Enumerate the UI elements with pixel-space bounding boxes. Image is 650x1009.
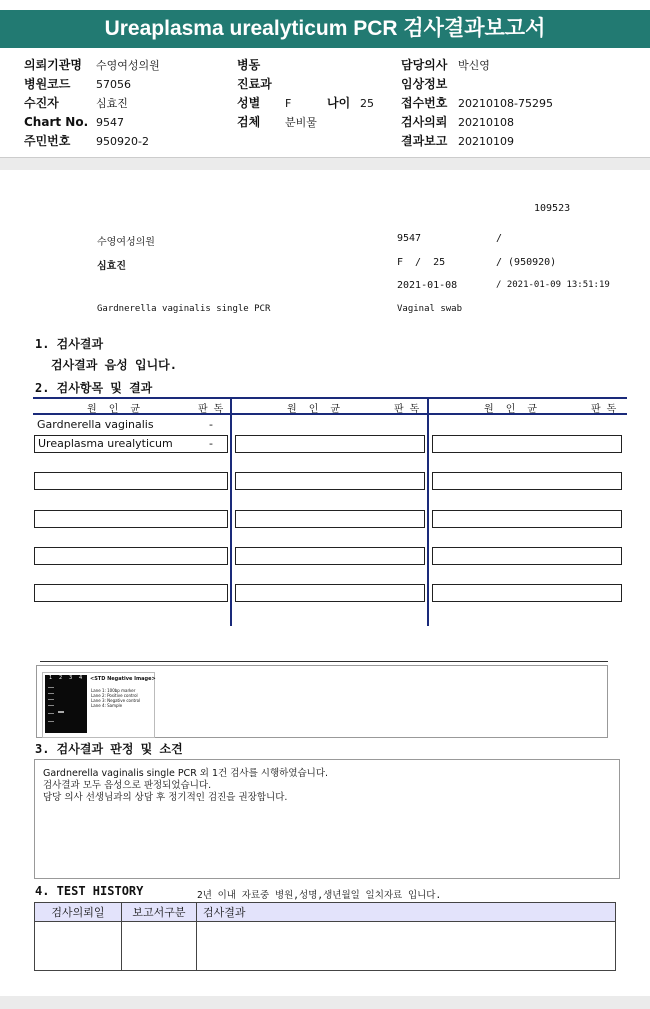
age-value: 25 <box>360 97 374 110</box>
gel-caption-line: Lane 3: Negative control <box>91 698 141 703</box>
empty-cell <box>34 547 228 565</box>
header-row: 의뢰기관명 수영여성의원 <box>24 58 160 72</box>
header-col3 <box>401 56 553 151</box>
gel-top-rule <box>40 661 608 662</box>
col-header-result: 판 독 <box>394 404 420 415</box>
report-chart: 9547 <box>397 233 422 244</box>
gel-caption-title: <STD Negative Image> <box>90 676 156 682</box>
report-id: 109523 <box>534 203 571 214</box>
header-row: 검체 분비물 <box>237 115 317 129</box>
report-title: Ureaplasma urealyticum PCR 검사결과보고서 <box>0 10 650 48</box>
empty-cell <box>432 472 622 490</box>
opinion-line: Gardnerella vaginalis single PCR 외 1건 검사를 시행하였습니다. <box>43 768 329 779</box>
opinion-line: 검사결과 모두 음성으로 판정되었습니다. <box>43 780 212 791</box>
report-clinic: 수영여성의원 <box>97 237 155 248</box>
report-sex-age: F / 25 <box>397 257 446 268</box>
opinion-box <box>34 759 620 879</box>
marker-band <box>48 721 54 722</box>
history-header-row <box>35 903 616 922</box>
gel-caption-line: Lane 1: 100bp marker <box>91 688 136 693</box>
header-row: 병동 <box>237 58 261 72</box>
header-row: 병원코드 57056 <box>24 77 131 91</box>
gel-caption-line: Lane 4: Sample <box>91 703 123 708</box>
report-patient: 심효진 <box>97 261 126 272</box>
history-col-header: 검사의뢰일 <box>35 903 122 922</box>
result-organism: Gardnerella vaginalis <box>37 418 154 431</box>
history-cell <box>122 922 197 971</box>
empty-cell <box>235 547 425 565</box>
section1-text: 검사결과 음성 입니다. <box>51 358 178 372</box>
history-col-header: 보고서구분 <box>122 903 197 922</box>
header-row: 성별 F 나이 25 <box>237 94 374 113</box>
age-label: 나이 <box>327 96 351 110</box>
history-table <box>34 902 616 971</box>
section4-heading: 4. TEST HISTORY <box>35 884 144 898</box>
history-row <box>35 922 616 971</box>
empty-cell <box>34 510 228 528</box>
report-datetime: / 2021-01-09 13:51:19 <box>496 280 610 290</box>
empty-cell <box>34 472 228 490</box>
gel-lanes <box>45 675 87 733</box>
bottom-band <box>0 996 650 1009</box>
history-note: 2년 이내 자료중 병원,성명,생년월일 일치자료 입니다. <box>197 890 442 901</box>
header-row: 주민번호 950920-2 <box>24 134 149 148</box>
marker-band <box>48 687 54 688</box>
section1-heading: 1. 검사결과 <box>35 337 104 351</box>
empty-cell <box>235 584 425 602</box>
history-cell <box>35 922 122 971</box>
header-row: Chart No. 9547 <box>24 115 124 129</box>
col-header-organism: 원 인 균 <box>87 404 141 415</box>
result-value: - <box>209 418 213 431</box>
section3-heading: 3. 검사결과 판정 및 소견 <box>35 742 183 756</box>
report-test-name: Gardnerella vaginalis single PCR <box>97 304 271 314</box>
gel-image <box>42 672 155 738</box>
header-row: 접수번호 20210108-75295 <box>401 96 553 110</box>
empty-cell <box>432 584 622 602</box>
result-row <box>34 435 228 453</box>
report-specimen: Vaginal swab <box>397 304 463 314</box>
header-col1 <box>24 56 160 151</box>
report-slash: / <box>496 233 503 244</box>
header-row: 수진자 심효진 <box>24 96 128 110</box>
lane-label: 4 <box>79 675 83 681</box>
results-col-divider <box>230 397 232 626</box>
col-header-result: 판 독 <box>591 404 617 415</box>
report-birth: / (950920) <box>496 257 557 268</box>
results-table-top-border <box>33 397 627 399</box>
opinion-line: 담당 의사 선생님과의 상담 후 정기적인 검진을 권장합니다. <box>43 792 288 803</box>
lane-label: 1 <box>49 675 53 681</box>
lane-label: 2 <box>59 675 63 681</box>
header-row: 진료과 <box>237 77 272 91</box>
col-header-result: 판 독 <box>198 404 224 415</box>
history-col-header: 검사결과 <box>197 903 616 922</box>
sample-band <box>58 711 64 713</box>
marker-band <box>48 693 54 694</box>
col-header-organism: 원 인 균 <box>484 404 538 415</box>
empty-cell <box>34 584 228 602</box>
results-col-divider <box>427 397 429 626</box>
header-row: 담당의사 박신영 <box>401 58 490 72</box>
section2-heading: 2. 검사항목 및 결과 <box>35 381 153 395</box>
marker-band <box>48 699 54 700</box>
header-col2 <box>237 56 374 132</box>
marker-band <box>48 713 54 714</box>
empty-cell <box>235 472 425 490</box>
col-header-organism: 원 인 균 <box>287 404 341 415</box>
result-value: - <box>209 437 213 450</box>
marker-band <box>48 705 54 706</box>
empty-cell <box>235 435 425 453</box>
result-row <box>37 418 217 431</box>
empty-cell <box>432 547 622 565</box>
header-row: 결과보고 20210109 <box>401 134 514 148</box>
header-row: 임상정보 <box>401 77 448 91</box>
lane-label: 3 <box>69 675 73 681</box>
header-row: 검사의뢰 20210108 <box>401 115 514 129</box>
section-separator <box>0 157 650 170</box>
report-receipt-date: 2021-01-08 <box>397 280 458 291</box>
result-organism: Ureaplasma urealyticum <box>38 437 173 450</box>
gel-caption-line: Lane 2: Positive control <box>91 693 138 698</box>
empty-cell <box>432 435 622 453</box>
history-cell <box>197 922 616 971</box>
empty-cell <box>432 510 622 528</box>
empty-cell <box>235 510 425 528</box>
